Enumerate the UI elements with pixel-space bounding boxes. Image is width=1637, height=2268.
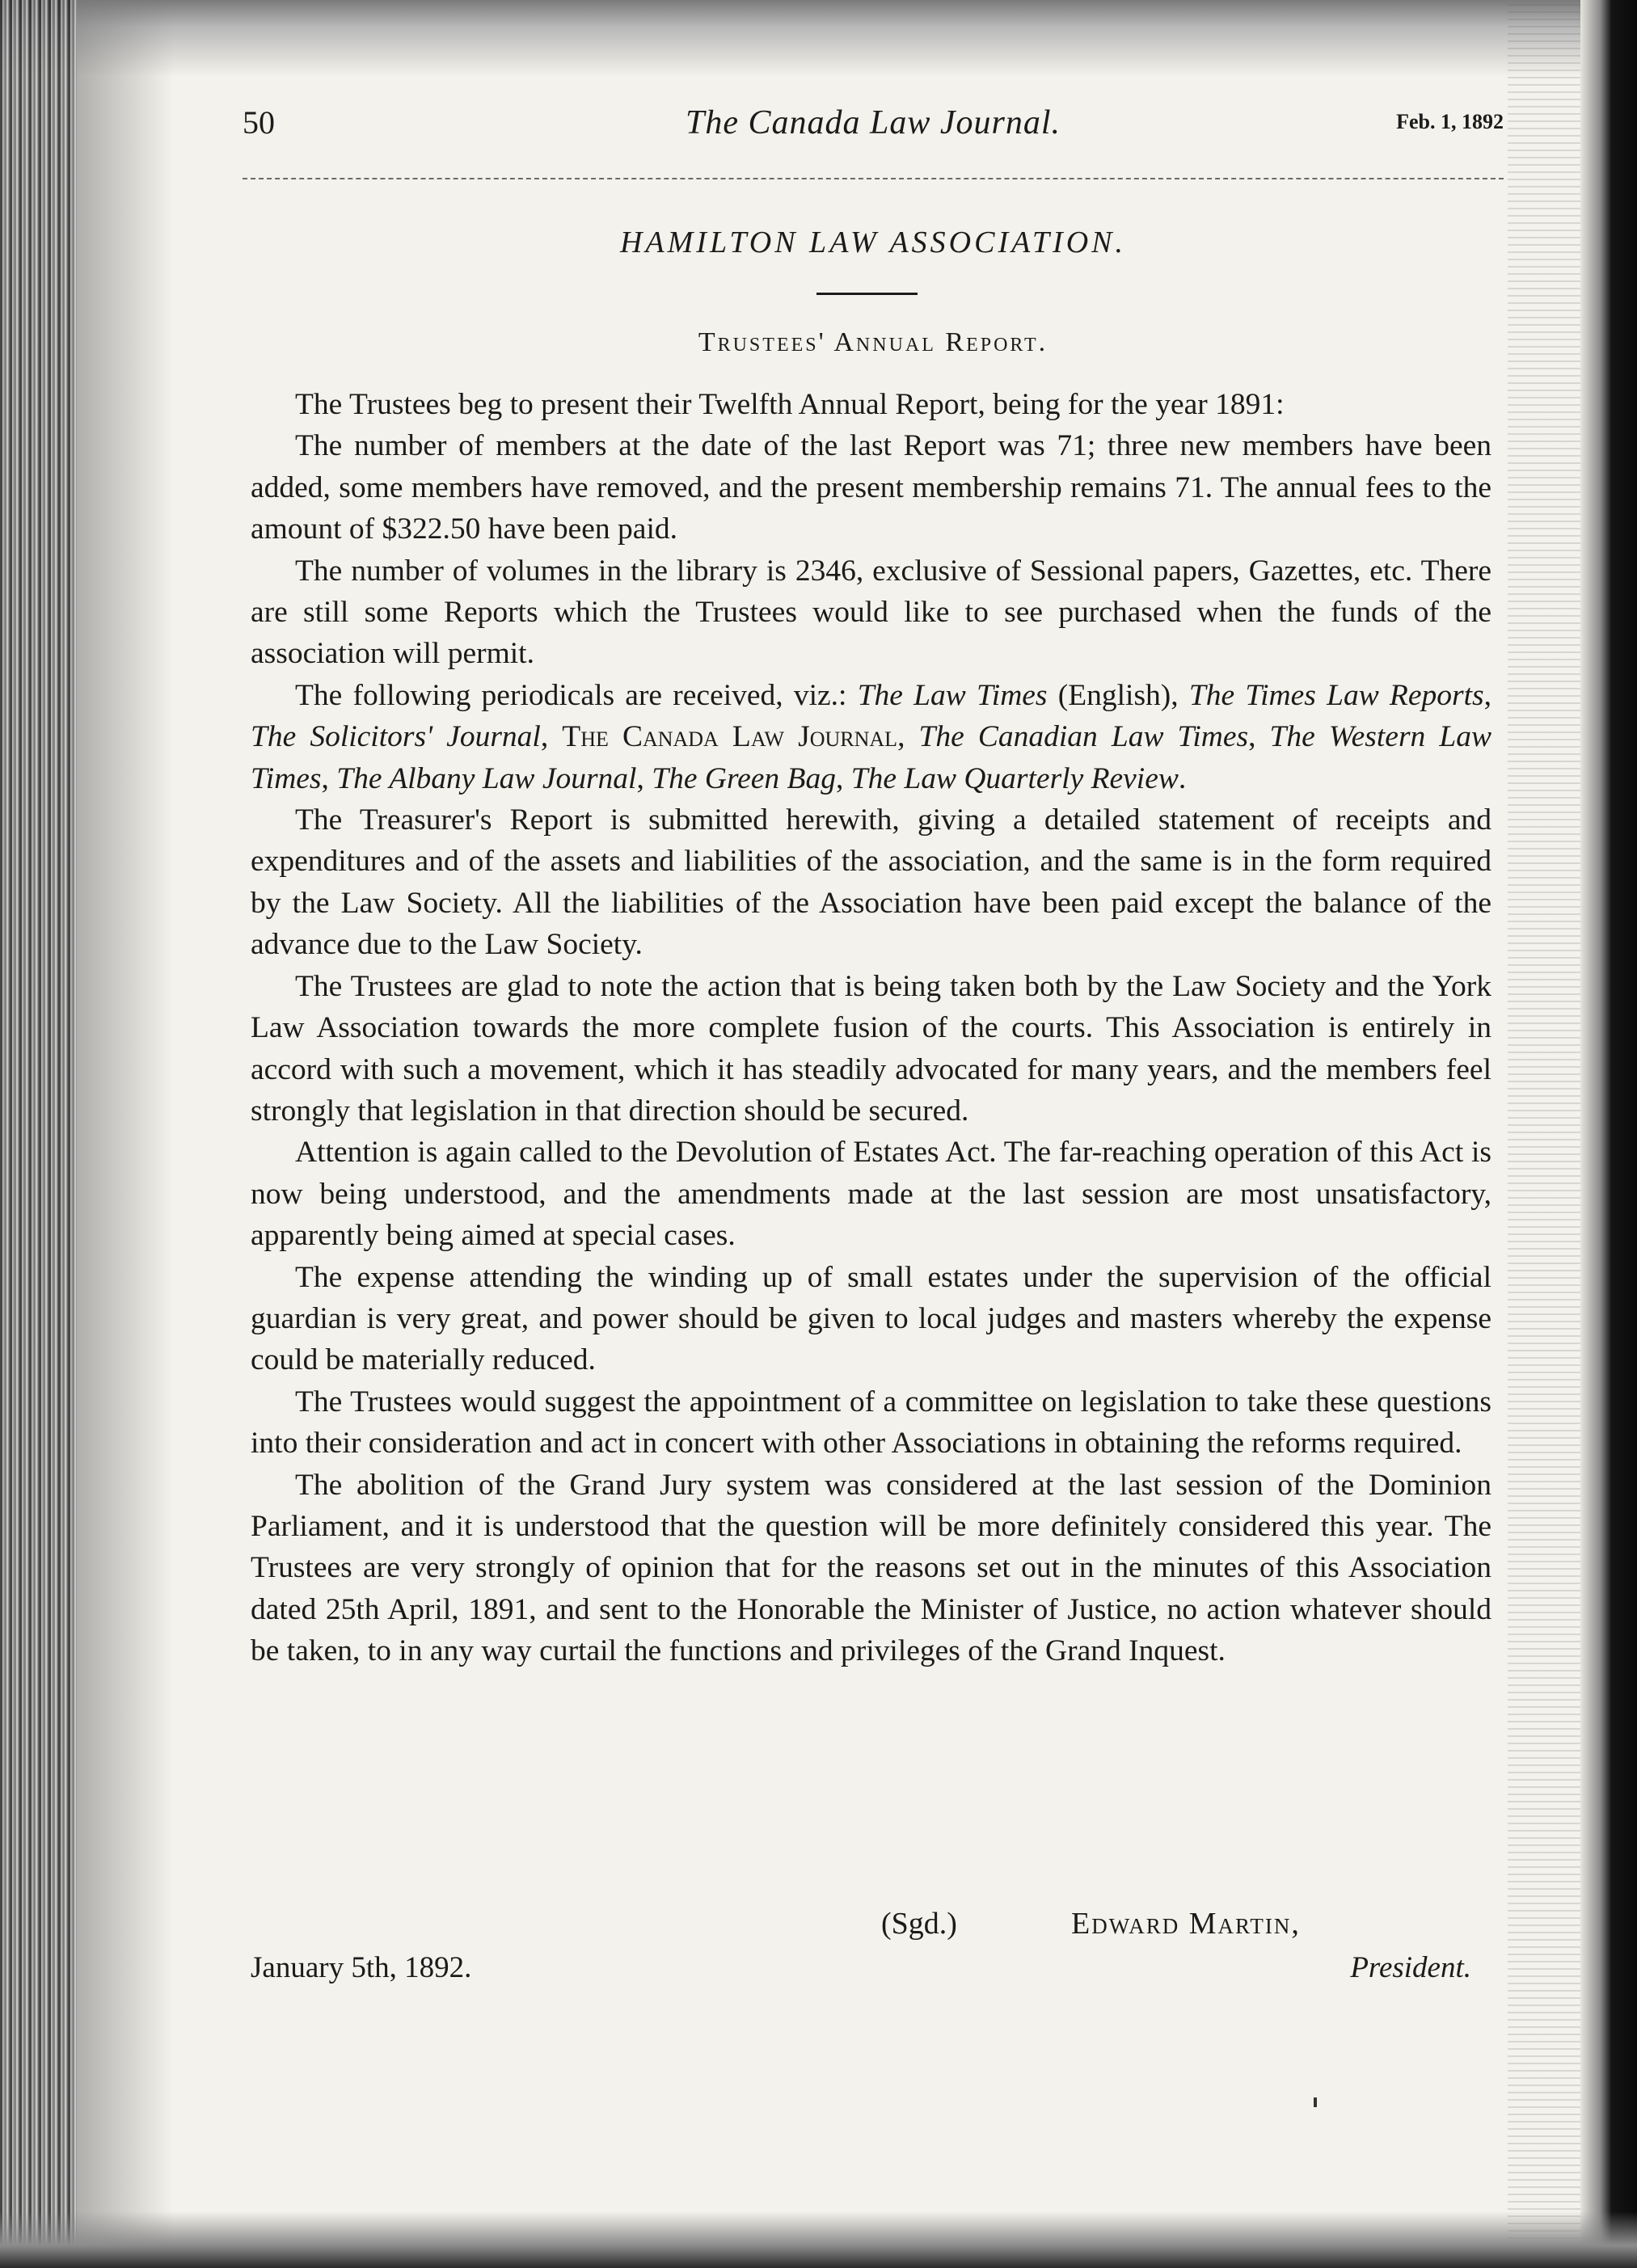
paragraph-library: The number of volumes in the library is 2346, exclusive of Sessional papers, Gazettes, etc. There are still some Reports which the Trustees would like to see purchased when the funds of the association will permit.: [251, 554, 1491, 671]
periodical-canadian-law-times: The Canadian Law Times: [918, 720, 1249, 754]
periodical-solicitors-journal: The Solicitors' Journal: [251, 720, 541, 754]
paragraph-membership: The number of members at the date of the last Report was 71; three new members have been added, some members have removed, and the present membership remains 71. The annual fees to the amount of $322.50 have been paid.: [251, 429, 1491, 546]
separator: ,: [636, 761, 652, 795]
periodical-green-bag: The Green Bag: [652, 761, 836, 795]
periodical-western-law-times: The Western Law Times: [251, 720, 1491, 795]
header-rule: [243, 178, 1504, 179]
paragraph-intro: The Trustees beg to present their Twelfth Annual Report, being for the year 1891:: [295, 388, 1285, 421]
separator: ,: [897, 720, 919, 754]
report-date: January 5th, 1892.: [251, 1951, 472, 1984]
paragraph-small-estates: The expense attending the winding up of small estates under the supervision of the official guardian is very great, and power should be given to local judges and masters whereby the expense could be materially reduced.: [251, 1260, 1491, 1377]
periodical-times-law-reports: The Times Law Reports: [1188, 678, 1484, 712]
periodical-albany-law-journal: The Albany Law Journal: [336, 761, 637, 795]
signed-marker: (Sgd.): [881, 1907, 957, 1941]
report-title: Trustees' Annual Report.: [698, 327, 1048, 357]
paragraph-devolution: Attention is again called to the Devolution of Estates Act. The far-reaching operation of this Act is now being understood, and the amendments made at the last session are most unsatisfactory, apparently being aimed at special cases.: [251, 1136, 1491, 1253]
paragraph-grand-jury: The abolition of the Grand Jury system was considered at the last session of the Dominion Parliament, and it is understood that the question will be more definitely considered this year. The Trustees are very strongly of opinion that for the reasons set out in the minutes of this Association dated 25th April, 1891, and sent to the Honorable the Minister of Justice, no action whatever should be taken, to in any way curtail the functions and privileges of the Grand Inquest.: [251, 1468, 1491, 1668]
president-title: President.: [1350, 1951, 1471, 1984]
period: .: [1178, 761, 1187, 795]
scan-right-speckle: [1508, 0, 1580, 2268]
paragraph-treasurer: The Treasurer's Report is submitted herewith, giving a detailed statement of receipts and expenditures and of the assets and liabilities of the association, and the same is in the form required by the Law Society. All the liabilities of the Association have been paid except the balance of the advance due to the Law Society.: [251, 803, 1491, 962]
separator: ,: [1248, 720, 1270, 754]
issue-date: Feb. 1, 1892: [1396, 110, 1504, 133]
scan-right-edge: [1580, 0, 1637, 2268]
section-title: HAMILTON LAW ASSOCIATION.: [619, 226, 1126, 259]
page-number: 50: [243, 104, 275, 141]
title-divider: [816, 293, 918, 295]
separator: ,: [835, 761, 851, 795]
scan-top-edge: [0, 0, 1637, 77]
journal-title: The Canada Law Journal.: [685, 104, 1061, 141]
periodicals-intro: The following periodicals are received, viz.:: [295, 678, 858, 712]
periodical-law-quarterly-review: The Law Quarterly Review: [850, 761, 1179, 795]
scan-left-shadow: [77, 0, 174, 2268]
periodical-note: (English),: [1047, 678, 1189, 712]
periodical-canada-law-journal: The Canada Law Journal: [562, 720, 898, 754]
separator: ,: [540, 720, 563, 754]
ink-speck: [1314, 2097, 1317, 2107]
separator: ,: [321, 761, 337, 795]
scan-bottom-edge: [0, 2211, 1637, 2268]
president-name: Edward Martin,: [1071, 1907, 1301, 1941]
paragraph-committee: The Trustees would suggest the appointment of a committee on legislation to take these questions into their consideration and act in concert with other Associations in obtaining the reforms required.: [251, 1385, 1491, 1461]
paragraph-fusion: The Trustees are glad to note the action that is being taken both by the Law Society and the York Law Association towards the more complete fusion of the courts. This Association is entirely in accord with such a movement, which it has steadily advocated for many years, and the members feel strongly that legislation in that direction should be secured.: [251, 969, 1491, 1128]
periodical-law-times: The Law Times: [857, 678, 1048, 712]
separator: ,: [1483, 678, 1491, 712]
scan-left-edge: [0, 0, 77, 2268]
running-head: [243, 103, 1504, 152]
report-body: [251, 384, 1491, 1672]
paragraph-periodicals: [251, 675, 1491, 799]
